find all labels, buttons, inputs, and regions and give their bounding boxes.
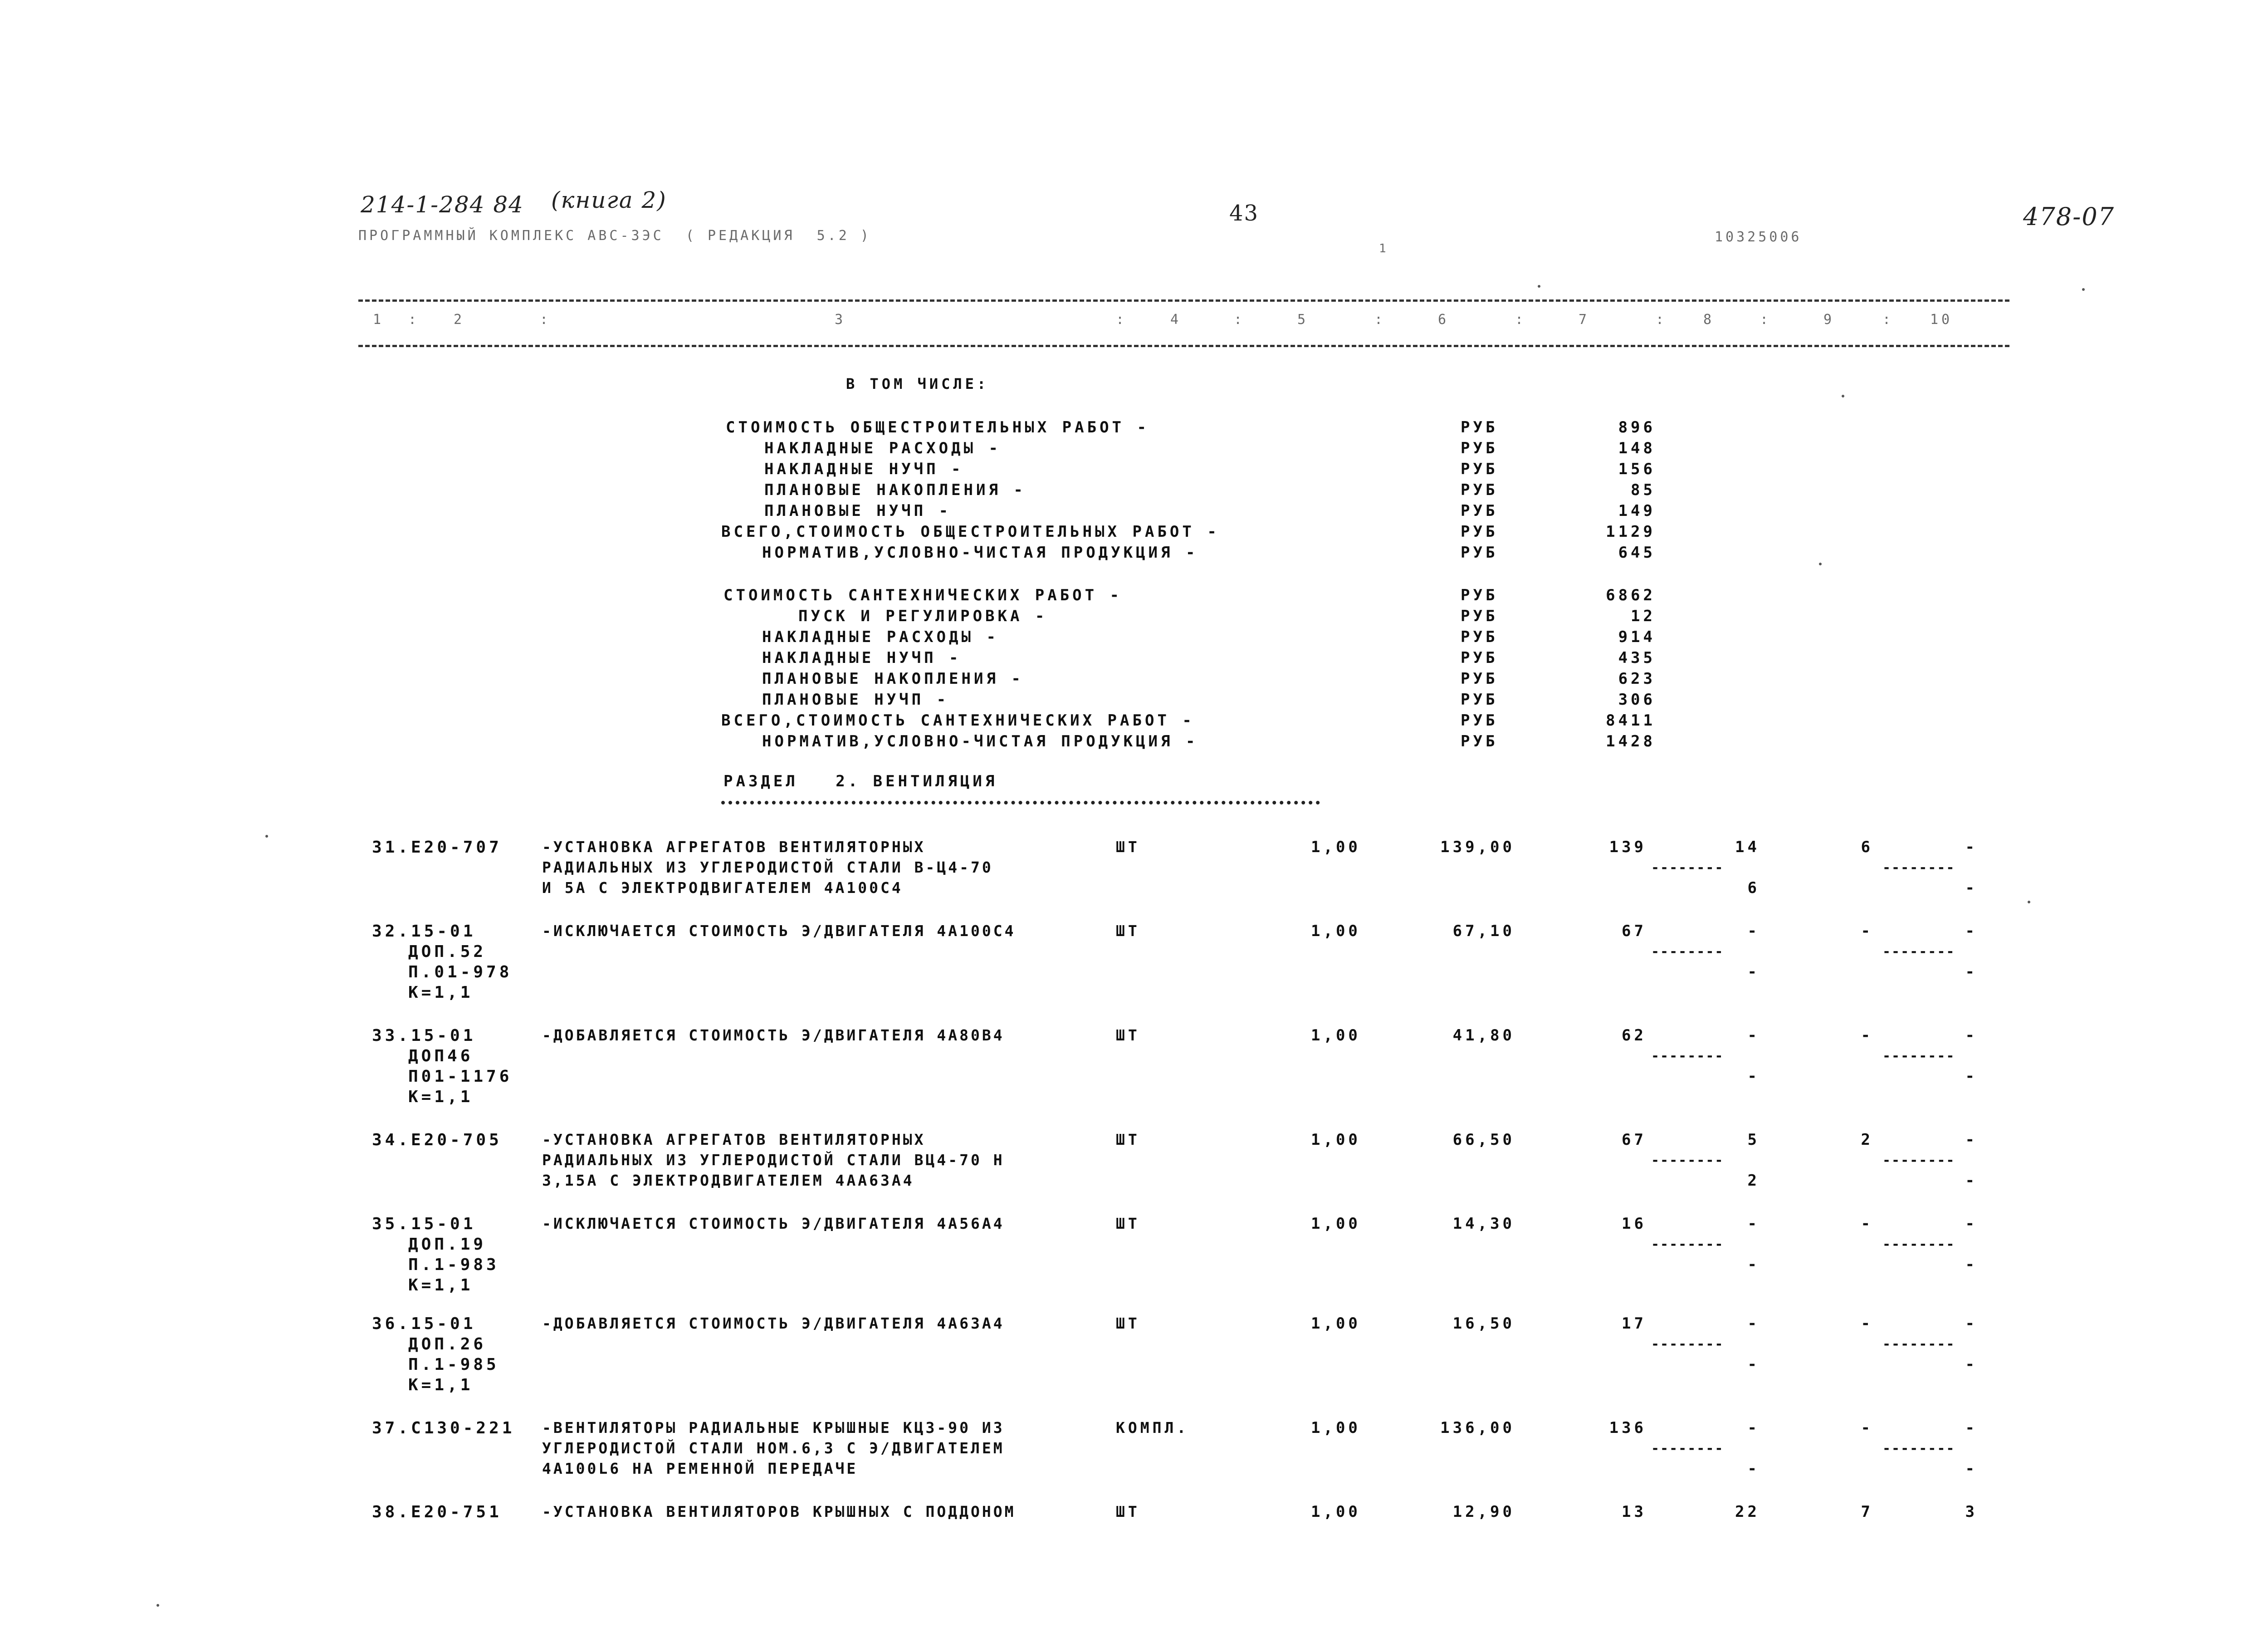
row-code: ДОП.52 [408,942,487,961]
row-code: 31.Е20-707 [372,838,502,857]
row-quantity: 1,00 [1311,838,1361,856]
row-total: 67 [1622,922,1647,940]
row-col9: - [1861,1026,1873,1045]
table-row [0,1131,2268,1190]
row-code: 35.15-01 [372,1215,476,1233]
row-unit: ШТ [1116,1131,1140,1148]
column-number: 3 [835,312,846,328]
summary-unit: РУБ [1461,439,1498,457]
row-col8-separator: -------- [1651,1336,1724,1352]
row-col8-lower: 6 [1747,879,1760,897]
row-code: ДОП.19 [408,1235,487,1254]
row-col8: 5 [1747,1131,1760,1149]
row-col9: - [1861,922,1873,940]
row-code: 32.15-01 [372,922,476,941]
row-col10-lower: - [1965,879,1978,897]
row-description: -ИСКЛЮЧАЕТСЯ СТОИМОСТЬ Э/ДВИГАТЕЛЯ 4А100С4 [542,922,1016,940]
row-quantity: 1,00 [1311,1215,1361,1233]
row-code: 36.15-01 [372,1314,476,1333]
table-row [0,1503,2268,1521]
row-col10: - [1965,922,1978,940]
row-unit: ШТ [1116,838,1140,856]
summary-value: 896 [1618,418,1656,436]
column-number: 1 [373,312,385,328]
row-col10-lower: - [1965,1460,1978,1478]
row-col10-separator: -------- [1882,1236,1955,1252]
row-description: РАДИАЛЬНЫХ ИЗ УГЛЕРОДИСТОЙ СТАЛИ В-Ц4-70 [542,858,993,876]
summary-label: НОРМАТИВ,УСЛОВНО-ЧИСТАЯ ПРОДУКЦИЯ - [762,544,1198,562]
column-separator: : [1116,312,1128,328]
row-col10-lower: - [1965,1172,1978,1190]
page-number: 43 [1229,201,1259,226]
row-col10-separator: -------- [1882,1048,1955,1064]
summary-value: 623 [1618,670,1656,688]
row-code: П.1-983 [408,1255,499,1274]
including-title: В ТОМ ЧИСЛЕ: [846,375,989,392]
row-price: 12,90 [1452,1503,1515,1521]
row-col9: - [1861,1215,1873,1233]
summary-value: 1129 [1606,523,1656,541]
row-code: К=1,1 [408,1376,474,1394]
row-code: К=1,1 [408,983,474,1002]
row-col8: 14 [1735,838,1760,856]
row-col10-separator: -------- [1882,1336,1955,1352]
summary-unit: РУБ [1461,586,1498,604]
column-number: 10 [1930,312,1953,328]
row-col8-separator: -------- [1651,860,1724,876]
row-description: 3,15А С ЭЛЕКТРОДВИГАТЕЛЕМ 4АА63А4 [542,1172,914,1189]
column-number: 6 [1438,312,1450,328]
row-price: 139,00 [1440,838,1515,856]
column-separator: : [1374,312,1386,328]
row-col10: - [1965,1314,1978,1333]
row-col8: - [1747,1026,1760,1045]
column-separator: : [1515,312,1527,328]
row-col8-lower: - [1747,963,1760,981]
row-col9: - [1861,1419,1873,1437]
row-col10: - [1965,1215,1978,1233]
row-code: К=1,1 [408,1088,474,1106]
row-col10: - [1965,1026,1978,1045]
row-code: П.01-978 [408,963,513,981]
handwritten-reference: 214-1-284 84 [361,191,524,218]
row-unit: КОМПЛ. [1116,1419,1189,1437]
summary-value: 148 [1618,439,1656,457]
scan-speck [1819,563,1822,565]
row-total: 136 [1609,1419,1647,1437]
row-quantity: 1,00 [1311,922,1361,940]
summary-unit: РУБ [1461,460,1498,478]
row-quantity: 1,00 [1311,1131,1361,1149]
row-col8: 22 [1735,1503,1760,1521]
row-col8-lower: 2 [1747,1172,1760,1190]
row-price: 41,80 [1452,1026,1515,1045]
table-row [0,1419,2268,1478]
section-underline [721,801,1320,804]
summary-label: НАКЛАДНЫЕ НУЧП - [762,649,962,667]
corner-number: 478-07 [2023,202,2115,231]
row-col10-separator: -------- [1882,1152,1955,1168]
row-col10: - [1965,838,1978,856]
column-number: 2 [454,312,465,328]
row-col8-lower: - [1747,1067,1760,1085]
column-number: 9 [1823,312,1835,328]
summary-label: НОРМАТИВ,УСЛОВНО-ЧИСТАЯ ПРОДУКЦИЯ - [762,732,1198,750]
row-col8-lower: - [1747,1355,1760,1373]
summary-value: 149 [1618,502,1656,520]
summary-unit: РУБ [1461,544,1498,562]
row-description: -ДОБАВЛЯЕТСЯ СТОИМОСТЬ Э/ДВИГАТЕЛЯ 4А63А4 [542,1314,1005,1332]
table-row [0,838,2268,897]
column-number: 4 [1170,312,1182,328]
row-price: 66,50 [1452,1131,1515,1149]
row-total: 13 [1622,1503,1647,1521]
summary-value: 8411 [1606,711,1656,730]
row-total: 17 [1622,1314,1647,1333]
handwritten-book-note: (книга 2) [551,187,667,213]
column-separator: : [1760,312,1772,328]
row-description: -УСТАНОВКА АГРЕГАТОВ ВЕНТИЛЯТОРНЫХ [542,838,926,856]
row-code: 34.Е20-705 [372,1131,502,1149]
summary-value: 645 [1618,544,1656,562]
column-header-row [0,313,2268,336]
summary-label: НАКЛАДНЫЕ РАСХОДЫ - [762,628,999,646]
row-total: 16 [1622,1215,1647,1233]
summary-label: НАКЛАДНЫЕ НУЧП - [764,460,964,478]
summary-value: 1428 [1606,732,1656,750]
row-col8-separator: -------- [1651,944,1724,960]
scan-speck [1842,395,1844,397]
program-line: ПРОГРАММНЫЙ КОМПЛЕКС АВС-3ЭС ( РЕДАКЦИЯ 5.2 ) [358,228,871,244]
row-unit: ШТ [1116,922,1140,940]
summary-label: ВСЕГО,СТОИМОСТЬ ОБЩЕСТРОИТЕЛЬНЫХ РАБОТ - [721,523,1220,541]
table-row [0,922,2268,1002]
document-code: 10325006 [1715,229,1802,245]
row-code: 38.Е20-751 [372,1503,502,1521]
row-col8-lower: - [1747,1460,1760,1478]
summary-unit: РУБ [1461,502,1498,520]
header-bottom-dashed-line [358,345,2009,347]
row-col8: - [1747,922,1760,940]
row-unit: ШТ [1116,1215,1140,1232]
column-separator: : [1656,312,1667,328]
column-separator: : [1882,312,1894,328]
row-col10-separator: -------- [1882,1441,1955,1456]
summary-unit: РУБ [1461,711,1498,730]
row-description: -ИСКЛЮЧАЕТСЯ СТОИМОСТЬ Э/ДВИГАТЕЛЯ 4А56А4 [542,1215,1005,1232]
summary-label: ПЛАНОВЫЕ НУЧП - [764,502,952,520]
row-price: 14,30 [1452,1215,1515,1233]
summary-value: 914 [1618,628,1656,646]
summary-unit: РУБ [1461,523,1498,541]
row-col8-separator: -------- [1651,1048,1724,1064]
row-col10-lower: - [1965,1067,1978,1085]
column-separator: : [540,312,552,328]
scan-speck [2082,288,2085,291]
summary-unit: РУБ [1461,732,1498,750]
summary-unit: РУБ [1461,691,1498,709]
row-col9: 6 [1861,838,1873,856]
summary-label: ПЛАНОВЫЕ НАКОПЛЕНИЯ - [764,481,1026,499]
scan-speck [156,1604,159,1607]
row-description: -УСТАНОВКА АГРЕГАТОВ ВЕНТИЛЯТОРНЫХ [542,1131,926,1148]
row-col8-separator: -------- [1651,1152,1724,1168]
summary-value: 156 [1618,460,1656,478]
summary-label: ПУСК И РЕГУЛИРОВКА - [798,607,1048,625]
row-total: 139 [1609,838,1647,856]
row-col9: - [1861,1314,1873,1333]
row-col8: - [1747,1419,1760,1437]
header-mark: 1 [1379,242,1389,255]
row-col8: - [1747,1215,1760,1233]
row-description: -ВЕНТИЛЯТОРЫ РАДИАЛЬНЫЕ КРЫШНЫЕ КЦЗ-90 ИЗ [542,1419,1005,1437]
row-quantity: 1,00 [1311,1419,1361,1437]
row-description: -УСТАНОВКА ВЕНТИЛЯТОРОВ КРЫШНЫХ С ПОДДОНОМ [542,1503,1016,1520]
row-col10: 3 [1965,1503,1978,1521]
summary-unit: РУБ [1461,649,1498,667]
top-dashed-line [358,299,2009,302]
summary-label: СТОИМОСТЬ ОБЩЕСТРОИТЕЛЬНЫХ РАБОТ - [726,418,1149,436]
row-col8-separator: -------- [1651,1441,1724,1456]
row-code: 33.15-01 [372,1026,476,1045]
scan-speck [265,835,268,838]
row-col10-separator: -------- [1882,860,1955,876]
row-description: -ДОБАВЛЯЕТСЯ СТОИМОСТЬ Э/ДВИГАТЕЛЯ 4А80В4 [542,1026,1005,1044]
row-description: 4А100L6 НА РЕМЕННОЙ ПЕРЕДАЧЕ [542,1460,858,1477]
row-quantity: 1,00 [1311,1503,1361,1521]
summary-value: 435 [1618,649,1656,667]
row-col10-separator: -------- [1882,944,1955,960]
summary-label: ВСЕГО,СТОИМОСТЬ САНТЕХНИЧЕСКИХ РАБОТ - [721,711,1195,730]
scan-speck [2028,901,2030,903]
summary-label: ПЛАНОВЫЕ НУЧП - [762,691,949,709]
column-separator: : [408,312,420,328]
summary-value: 306 [1618,691,1656,709]
row-col8-lower: - [1747,1255,1760,1274]
scan-speck [1538,285,1540,288]
row-price: 67,10 [1452,922,1515,940]
row-col10: - [1965,1131,1978,1149]
row-total: 67 [1622,1131,1647,1149]
row-col10: - [1965,1419,1978,1437]
row-col8-separator: -------- [1651,1236,1724,1252]
row-description: УГЛЕРОДИСТОЙ СТАЛИ НОМ.6,3 С Э/ДВИГАТЕЛЕМ [542,1439,1005,1457]
summary-unit: РУБ [1461,481,1498,499]
row-price: 136,00 [1440,1419,1515,1437]
row-col10-lower: - [1965,1355,1978,1373]
row-total: 62 [1622,1026,1647,1045]
summary-value: 6862 [1606,586,1656,604]
row-code: ДОП46 [408,1047,474,1065]
row-col9: 2 [1861,1131,1873,1149]
row-unit: ШТ [1116,1314,1140,1332]
summary-label: НАКЛАДНЫЕ РАСХОДЫ - [764,439,1001,457]
row-col9: 7 [1861,1503,1873,1521]
row-code: П.1-985 [408,1355,499,1374]
summary-unit: РУБ [1461,607,1498,625]
row-quantity: 1,00 [1311,1314,1361,1333]
row-quantity: 1,00 [1311,1026,1361,1045]
row-col10-lower: - [1965,1255,1978,1274]
summary-label: ПЛАНОВЫЕ НАКОПЛЕНИЯ - [762,670,1024,688]
column-number: 7 [1579,312,1590,328]
column-number: 5 [1297,312,1309,328]
section-title: РАЗДЕЛ 2. ВЕНТИЛЯЦИЯ [723,772,998,790]
summary-unit: РУБ [1461,628,1498,646]
row-code: К=1,1 [408,1276,474,1295]
row-price: 16,50 [1452,1314,1515,1333]
summary-unit: РУБ [1461,670,1498,688]
row-unit: ШТ [1116,1026,1140,1044]
column-number: 8 [1703,312,1715,328]
summary-unit: РУБ [1461,418,1498,436]
summary-label: СТОИМОСТЬ САНТЕХНИЧЕСКИХ РАБОТ - [723,586,1123,604]
row-description: РАДИАЛЬНЫХ ИЗ УГЛЕРОДИСТОЙ СТАЛИ ВЦ4-70 Н [542,1151,1005,1169]
row-col10-lower: - [1965,963,1978,981]
row-code: П01-1176 [408,1067,513,1086]
summary-value: 85 [1631,481,1656,499]
row-col8: - [1747,1314,1760,1333]
row-unit: ШТ [1116,1503,1140,1520]
column-separator: : [1234,312,1246,328]
row-description: И 5А С ЭЛЕКТРОДВИГАТЕЛЕМ 4А100С4 [542,879,903,897]
row-code: 37.С130-221 [372,1419,515,1437]
row-code: ДОП.26 [408,1335,487,1353]
summary-value: 12 [1631,607,1656,625]
